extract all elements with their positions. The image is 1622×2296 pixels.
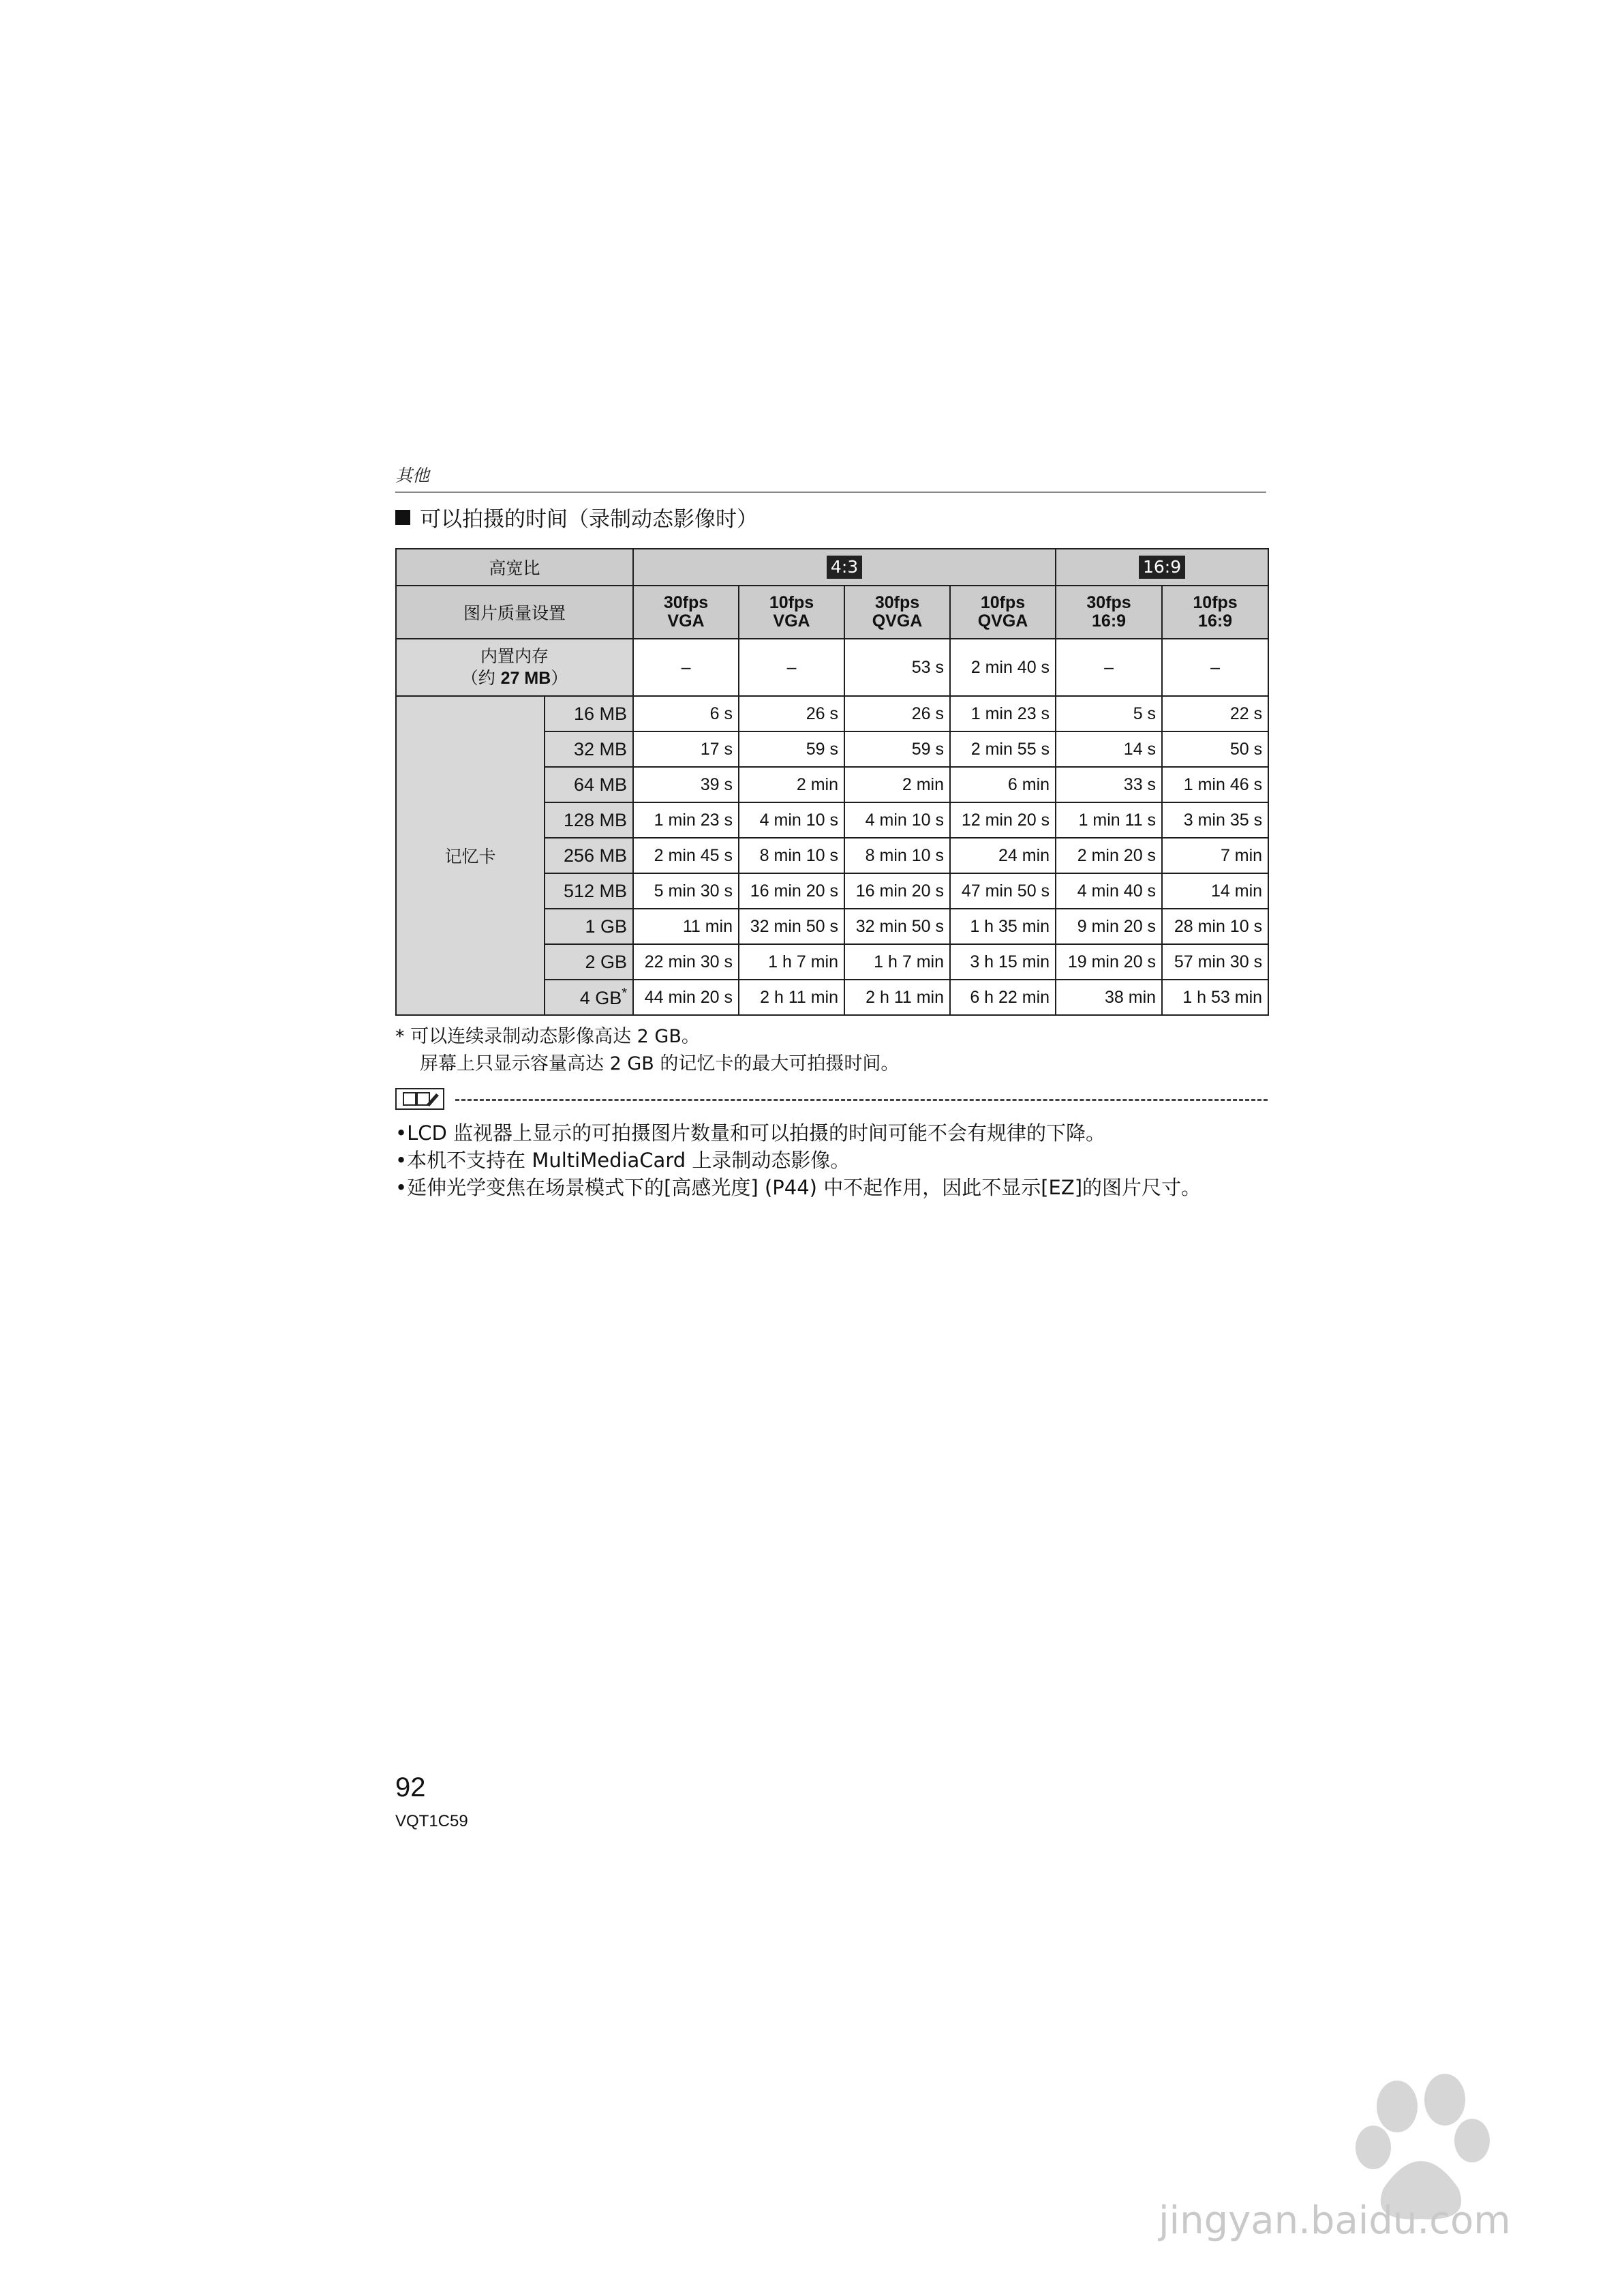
aspect-169-header	[1056, 549, 1268, 586]
table-cell: 33 s	[1056, 767, 1162, 802]
table-cell: 38 min	[1056, 980, 1162, 1015]
table-cell: 9 min 20 s	[1056, 909, 1162, 944]
table-cell: 47 min 50 s	[950, 873, 1056, 909]
watermark-text: jingyan.baidu.com	[1159, 2199, 1511, 2243]
table-cell: 4 min 10 s	[739, 802, 844, 838]
table-cell: 57 min 30 s	[1162, 944, 1268, 980]
table-cell: 39 s	[633, 767, 739, 802]
table-cell: 1 h 7 min	[844, 944, 950, 980]
capacity-cell: 2 GB	[545, 944, 633, 980]
capacity-cell: 128 MB	[545, 802, 633, 838]
table-cell: 1 h 35 min	[950, 909, 1056, 944]
column-header: 10fps QVGA	[950, 586, 1056, 639]
table-cell: 44 min 20 s	[633, 980, 739, 1015]
table-cell: 4 min 40 s	[1056, 873, 1162, 909]
table-cell: 16 min 20 s	[844, 873, 950, 909]
capacity-cell: 256 MB	[545, 838, 633, 873]
table-cell: 2 min	[844, 767, 950, 802]
column-header: 30fps 16:9	[1056, 586, 1162, 639]
table-cell: 17 s	[633, 731, 739, 767]
table-cell: 3 min 35 s	[1162, 802, 1268, 838]
capacity-cell: 32 MB	[545, 731, 633, 767]
section-divider	[395, 492, 1266, 493]
table-cell: 1 h 7 min	[739, 944, 844, 980]
capacity-cell: 4 GB*	[545, 980, 633, 1015]
internal-memory-row	[396, 639, 1268, 696]
table-cell: 3 h 15 min	[950, 944, 1056, 980]
note-item: •LCD 监视器上显示的可拍摄图片数量和可以拍摄的时间可能不会有规律的下降。	[395, 1121, 1106, 1145]
section-label: 其他	[395, 466, 430, 485]
table-cell: 22 min 30 s	[633, 944, 739, 980]
table-cell: 11 min	[633, 909, 739, 944]
column-header: 30fps QVGA	[844, 586, 950, 639]
section-heading	[395, 502, 758, 532]
table-cell: 12 min 20 s	[950, 802, 1056, 838]
table-cell: 6 s	[633, 696, 739, 731]
table-cell: 1 min 46 s	[1162, 767, 1268, 802]
table-cell: 2 h 11 min	[739, 980, 844, 1015]
table-cell: 1 h 53 min	[1162, 980, 1268, 1015]
memory-card-label: 记忆卡	[396, 696, 545, 1015]
capacity-cell: 512 MB	[545, 873, 633, 909]
note-item: •延伸光学变焦在场景模式下的[高感光度] (P44) 中不起作用，因此不显示[EZ]的图片尺寸。	[395, 1176, 1202, 1199]
table-cell: –	[1162, 639, 1268, 696]
table-cell: 2 min 40 s	[950, 639, 1056, 696]
table-cell: 59 s	[739, 731, 844, 767]
aspect-43-badge: 4:3	[827, 556, 862, 579]
table-cell: 24 min	[950, 838, 1056, 873]
table-cell: 2 min 45 s	[633, 838, 739, 873]
column-header: 30fps VGA	[633, 586, 739, 639]
footnote-marker: *	[622, 986, 628, 1001]
table-cell: 2 min 55 s	[950, 731, 1056, 767]
table-cell: 2 min 20 s	[1056, 838, 1162, 873]
table-cell: 6 min	[950, 767, 1056, 802]
table-cell: 16 min 20 s	[739, 873, 844, 909]
table-cell: 26 s	[739, 696, 844, 731]
recording-time-table	[395, 548, 1269, 1016]
capacity-cell: 64 MB	[545, 767, 633, 802]
table-cell: 5 s	[1056, 696, 1162, 731]
capacity-cell: 16 MB	[545, 696, 633, 731]
table-cell: 50 s	[1162, 731, 1268, 767]
table-cell: 5 min 30 s	[633, 873, 739, 909]
table-cell: 1 min 23 s	[950, 696, 1056, 731]
aspect-43-header	[633, 549, 1056, 586]
column-header: 10fps 16:9	[1162, 586, 1268, 639]
table-cell: 14 s	[1056, 731, 1162, 767]
table-cell: –	[1056, 639, 1162, 696]
table-cell: 8 min 10 s	[739, 838, 844, 873]
table-cell: 53 s	[844, 639, 950, 696]
note-item: •本机不支持在 MultiMediaCard 上录制动态影像。	[395, 1149, 851, 1172]
table-cell: 4 min 10 s	[844, 802, 950, 838]
table-cell: 32 min 50 s	[739, 909, 844, 944]
footnote-line-1: * 可以连续录制动态影像高达 2 GB。	[395, 1026, 700, 1047]
table-cell: 6 h 22 min	[950, 980, 1056, 1015]
table-cell: –	[633, 639, 739, 696]
table-cell: 1 min 23 s	[633, 802, 739, 838]
table-cell: 32 min 50 s	[844, 909, 950, 944]
note-divider	[455, 1099, 1268, 1101]
aspect-ratio-label: 高宽比	[396, 549, 633, 586]
table-cell: 28 min 10 s	[1162, 909, 1268, 944]
aspect-169-badge: 16:9	[1139, 556, 1185, 579]
table-cell: 14 min	[1162, 873, 1268, 909]
column-header: 10fps VGA	[739, 586, 844, 639]
table-cell: 19 min 20 s	[1056, 944, 1162, 980]
table-cell: 59 s	[844, 731, 950, 767]
table-cell: 2 min	[739, 767, 844, 802]
table-cell: 2 h 11 min	[844, 980, 950, 1015]
note-icon	[395, 1088, 444, 1110]
footnote-line-2: 屏幕上只显示容量高达 2 GB 的记忆卡的最大可拍摄时间。	[420, 1053, 900, 1074]
table-row	[396, 696, 1268, 731]
capacity-cell: 1 GB	[545, 909, 633, 944]
model-code: VQT1C59	[395, 1812, 468, 1830]
page-number: 92	[395, 1772, 426, 1802]
table-cell: 1 min 11 s	[1056, 802, 1162, 838]
table-cell: 22 s	[1162, 696, 1268, 731]
square-bullet-icon	[395, 510, 410, 525]
table-cell: 8 min 10 s	[844, 838, 950, 873]
table-cell: 26 s	[844, 696, 950, 731]
internal-memory-label: 内置内存 （约 27 MB）	[396, 639, 633, 696]
heading-text: 可以拍摄的时间（录制动态影像时）	[420, 507, 758, 532]
table-cell: 7 min	[1162, 838, 1268, 873]
quality-setting-label: 图片质量设置	[396, 586, 633, 639]
table-cell: –	[739, 639, 844, 696]
